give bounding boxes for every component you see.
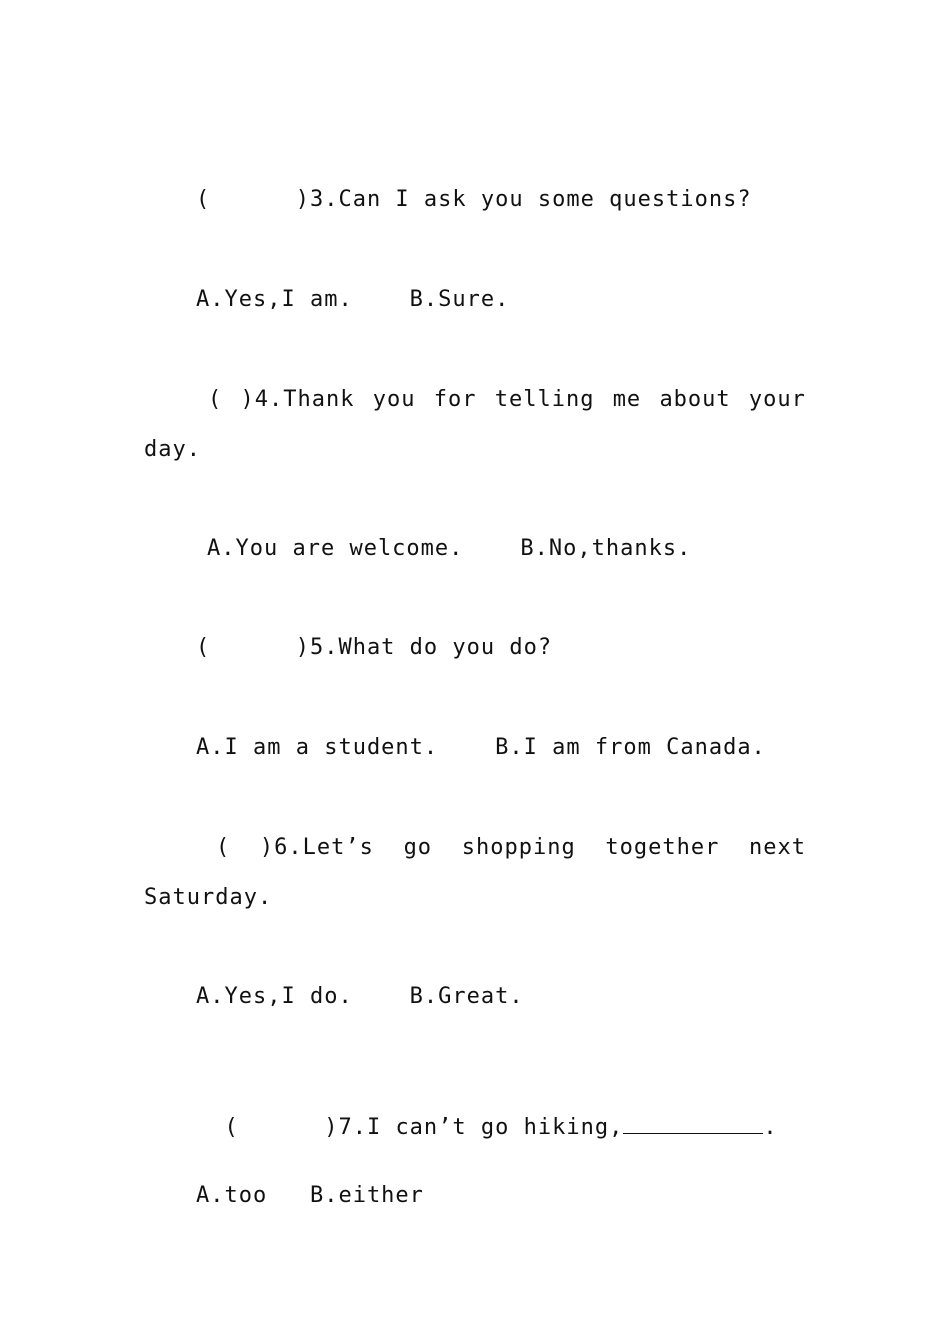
answer-bracket-open: ( [216, 835, 231, 860]
question-4-word: your [748, 387, 806, 412]
question-6-word: next [749, 835, 806, 860]
question-4-word: me [612, 387, 642, 412]
question-3-stem: ( )3.Can I ask you some questions? [196, 187, 752, 212]
question-4-word: )4.Thank [240, 387, 355, 412]
question-3-options: A.Yes,I am. B.Sure. [196, 287, 510, 312]
question-6-options: A.Yes,I do. B.Great. [196, 984, 524, 1009]
question-5-options: A.I am a student. B.I am from Canada. [196, 735, 766, 760]
question-7-period: . [763, 1115, 778, 1140]
question-6-word: together [605, 835, 720, 860]
answer-bracket-open: ( [208, 387, 223, 412]
question-6-stem-continued: Saturday. [144, 885, 273, 910]
question-7-text: ( )7.I can’t go hiking, [224, 1115, 624, 1140]
question-7-stem [196, 1083, 778, 1142]
question-4-word: about [659, 387, 731, 412]
question-6-word: )6.Let’s [259, 835, 374, 860]
question-4-stem-continued: day. [144, 437, 201, 462]
question-5-stem: ( )5.What do you do? [196, 635, 553, 660]
question-7-options: A.too B.either [196, 1183, 424, 1208]
answer-blank [623, 1111, 763, 1134]
question-4-word: telling [494, 387, 595, 412]
question-6-word: shopping [461, 835, 576, 860]
question-6-stem [144, 834, 806, 862]
question-4-options: A.You are welcome. B.No,thanks. [207, 536, 692, 561]
question-4-word: you [372, 387, 416, 412]
question-4-word: for [433, 387, 477, 412]
question-4-stem [144, 386, 806, 414]
question-6-word: go [403, 835, 433, 860]
